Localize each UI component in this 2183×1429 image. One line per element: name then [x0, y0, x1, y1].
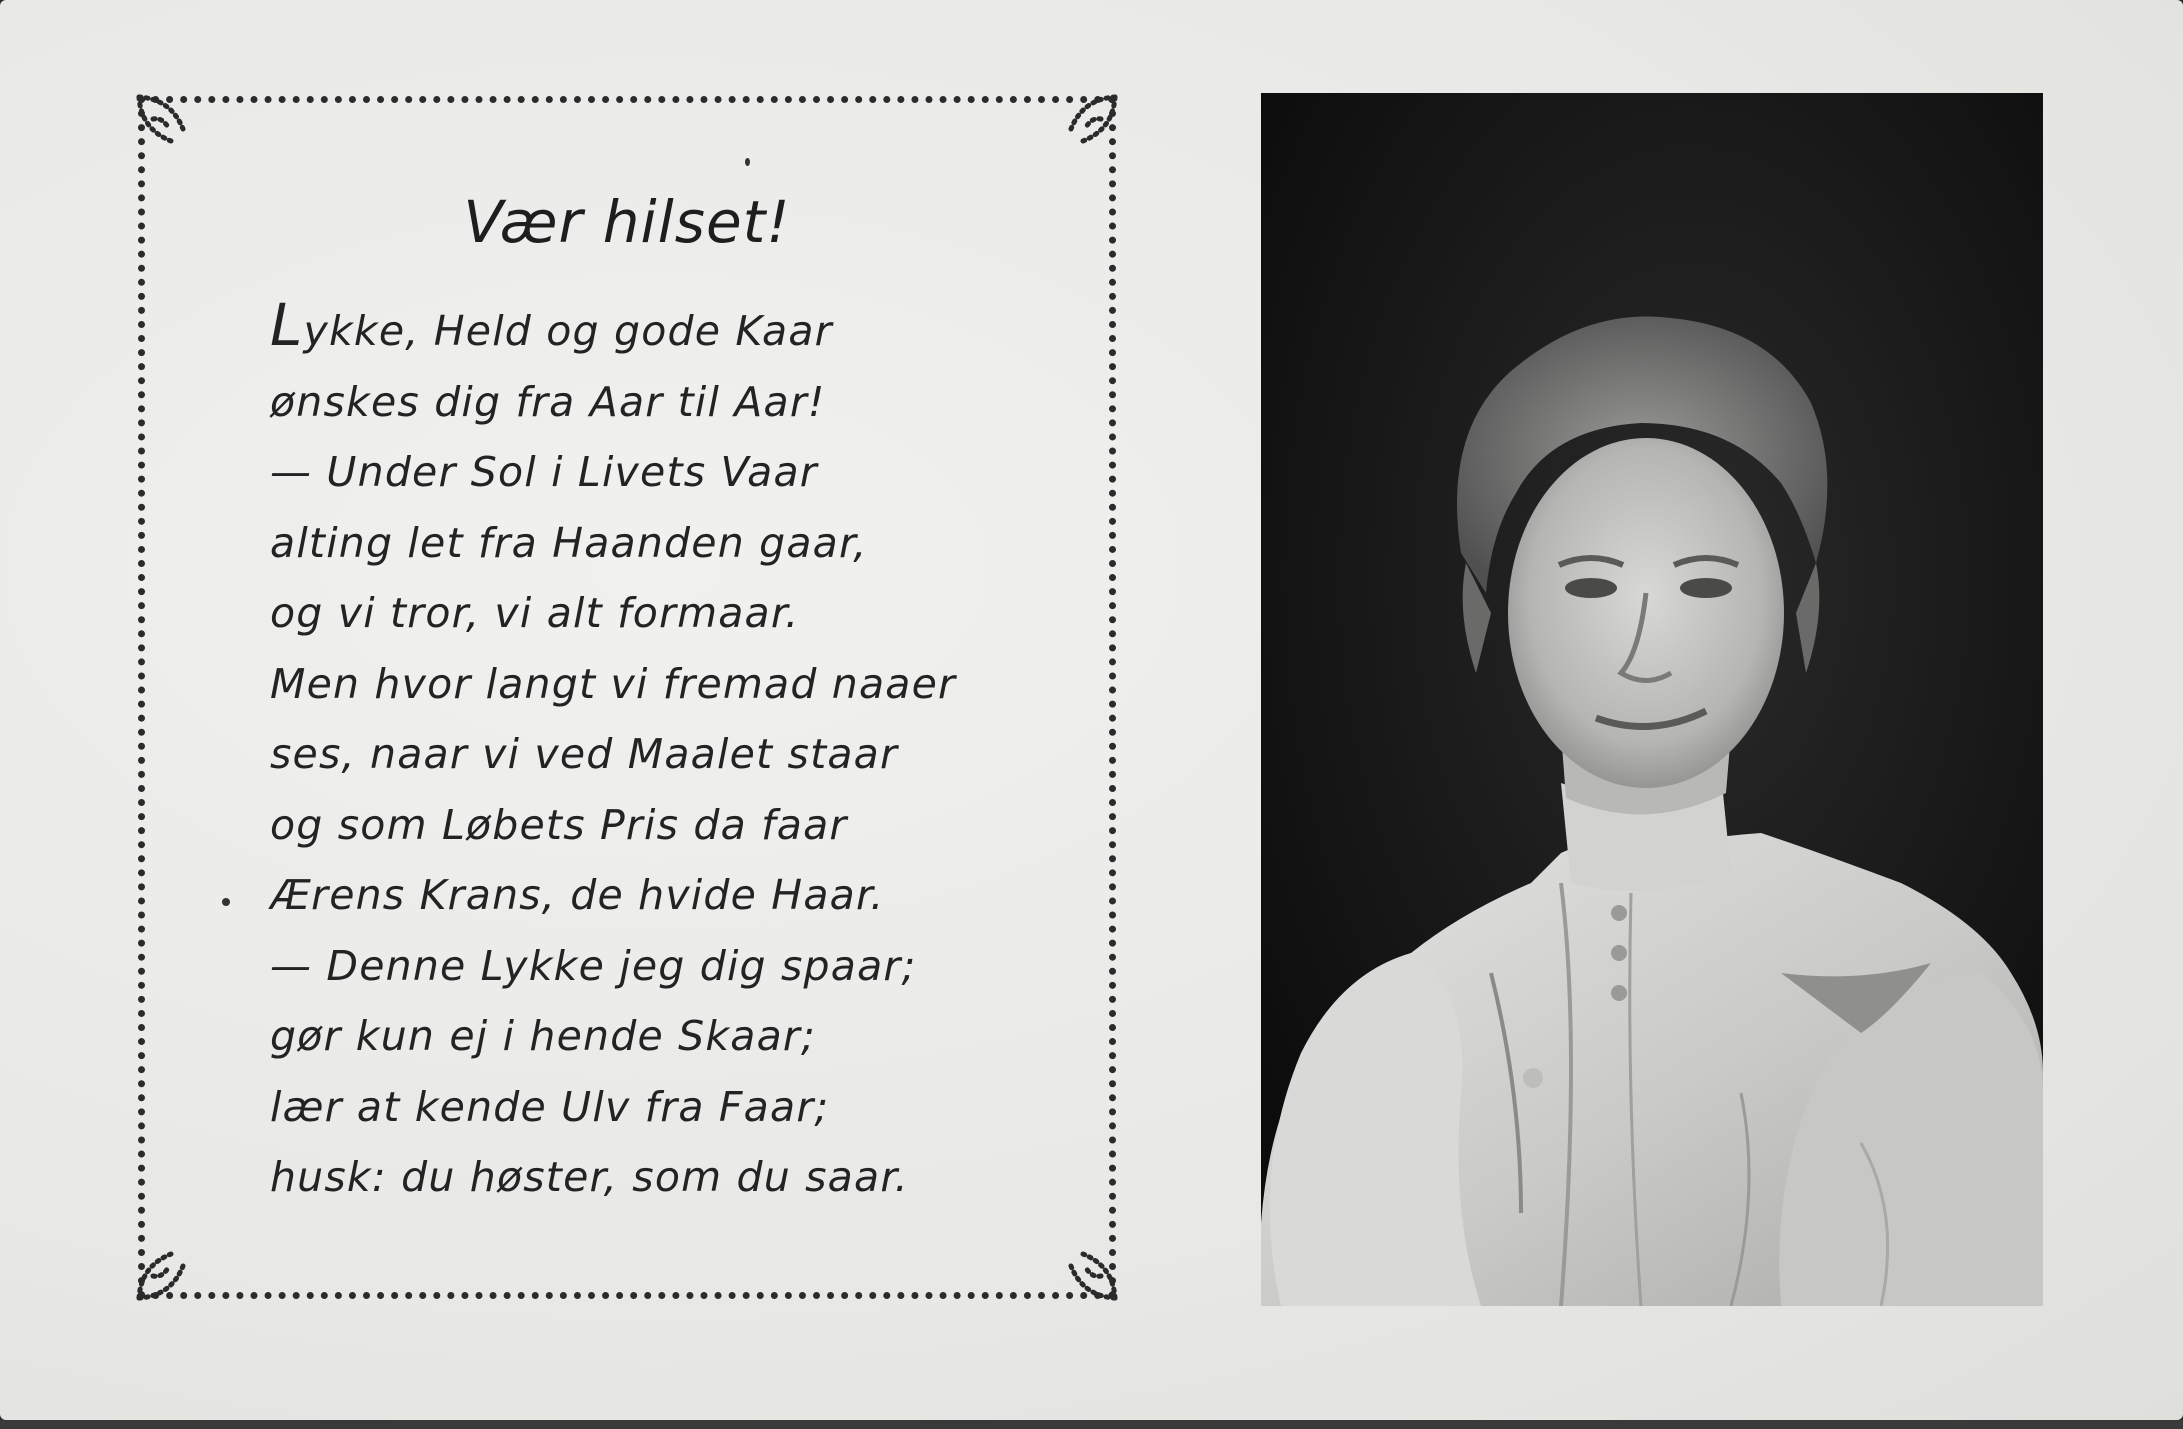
poem-line: — Under Sol i Livets Vaar [270, 448, 818, 496]
poem-line: og som Løbets Pris da faar [270, 800, 848, 849]
portrait-illustration [1261, 93, 2043, 1306]
corner-ornament-icon [131, 1242, 195, 1306]
poem-line: Men hvor langt vi fremad naaer [270, 659, 957, 708]
poem-title: Vær hilset! [463, 188, 791, 256]
poem-line: husk: du høster, som du saar. [270, 1153, 909, 1201]
print-speck [222, 898, 230, 906]
poem-line: Ærens Krans, de hvide Haar. [270, 871, 885, 919]
corner-ornament-icon [1059, 89, 1123, 153]
portrait-photo [1261, 93, 2043, 1306]
poem [270, 290, 956, 1213]
card-edge [0, 1420, 2183, 1429]
poem-line: Lykke, Held og gode Kaar [270, 291, 833, 359]
poem-line: og vi tror, vi alt formaar. [270, 589, 800, 637]
poem-line: alting let fra Haanden gaar, [270, 518, 868, 567]
poem-line: ses, naar vi ved Maalet staar [270, 730, 899, 778]
corner-ornament-icon [1059, 1242, 1123, 1306]
poem-line: ønskes dig fra Aar til Aar! [270, 377, 826, 426]
corner-ornament-icon [131, 89, 195, 153]
print-speck [745, 158, 750, 166]
poem-line: lær at kende Ulv fra Faar; [270, 1082, 830, 1131]
poem-line: — Denne Lykke jeg dig spaar; [270, 941, 917, 990]
poem-line: gør kun ej i hende Skaar; [270, 1012, 816, 1060]
